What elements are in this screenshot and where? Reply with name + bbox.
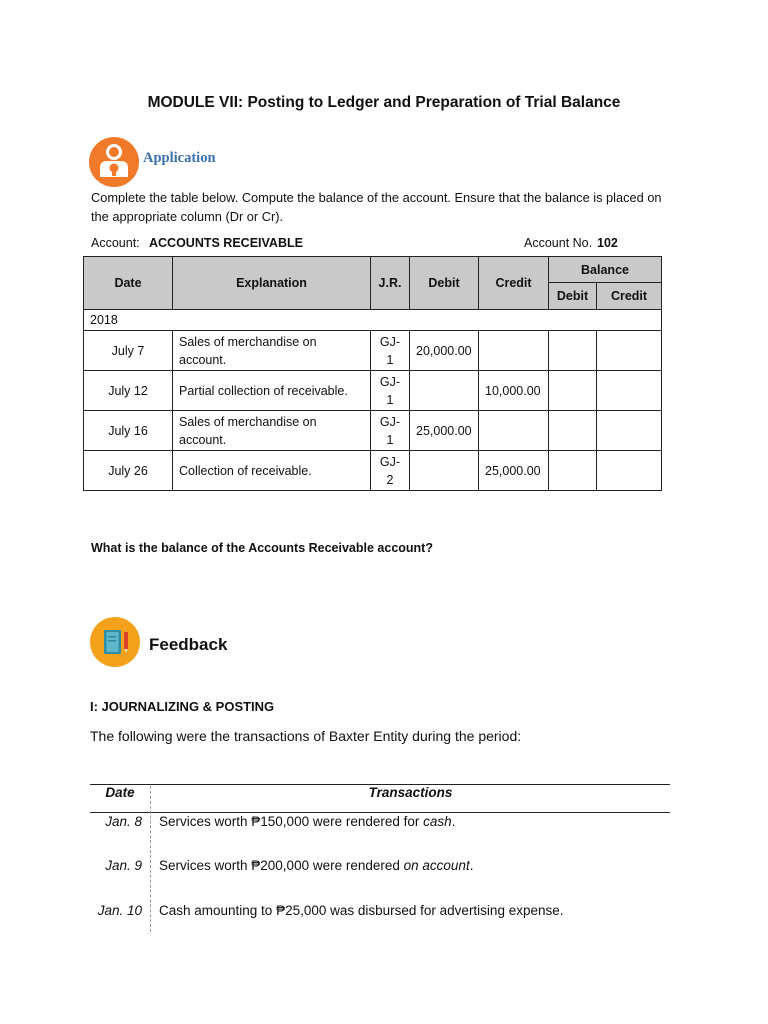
header-date: Date: [84, 257, 173, 310]
header-balance-credit: Credit: [597, 283, 662, 310]
transaction-text-emphasis: on account: [403, 858, 470, 873]
row-credit: [479, 411, 549, 451]
transaction-text: [159, 814, 455, 829]
table-header-rule: [90, 812, 670, 813]
account-label: Account:: [91, 236, 140, 250]
transaction-text-end: .: [469, 858, 474, 873]
transactions-header-transactions: Transactions: [368, 785, 453, 800]
row-date: July 16: [84, 411, 173, 451]
header-credit: Credit: [479, 257, 549, 310]
year-row: 2018: [84, 310, 662, 331]
header-explanation: Explanation: [173, 257, 371, 310]
question-text: What is the balance of the Accounts Receivable account?: [91, 541, 433, 555]
transaction-date: Jan. 9: [105, 858, 142, 873]
row-explanation: Sales of merchandise on account.: [173, 331, 371, 371]
transaction-text-emphasis: cash: [423, 814, 452, 829]
table-row: [84, 411, 662, 451]
row-date: July 26: [84, 451, 173, 491]
instructions: Complete the table below. Compute the balance of the account. Ensure that the balance is placed on the appropriate column (Dr or Cr).: [91, 190, 662, 224]
application-label: Application: [143, 150, 216, 166]
section-title: I: JOURNALIZING & POSTING: [90, 699, 275, 714]
page-title: MODULE VII: Posting to Ledger and Preparation of Trial Balance: [147, 94, 621, 111]
row-credit: 10,000.00: [479, 371, 549, 411]
transactions-header-date: Date: [105, 785, 135, 800]
header-balance: Balance: [549, 257, 662, 283]
row-balance-debit[interactable]: [549, 331, 597, 371]
row-date: July 12: [84, 371, 173, 411]
account-number-label: Account No.: [524, 236, 593, 250]
row-jr: GJ-1: [371, 331, 410, 371]
table-row: [84, 451, 662, 491]
row-jr: GJ-1: [371, 411, 410, 451]
header-debit: Debit: [410, 257, 479, 310]
row-jr: GJ-2: [371, 451, 410, 491]
transaction-text: [159, 858, 473, 873]
row-jr: GJ-1: [371, 371, 410, 411]
transaction-text-end: .: [451, 814, 456, 829]
table-row: [84, 331, 662, 371]
row-explanation: Collection of receivable.: [173, 451, 371, 491]
row-balance-credit[interactable]: [597, 411, 662, 451]
transaction-text-main: Services worth ₱200,000 were rendered: [159, 858, 404, 873]
transaction-text: [159, 903, 564, 918]
row-balance-credit[interactable]: [597, 451, 662, 491]
row-credit: [479, 331, 549, 371]
row-explanation: Partial collection of receivable.: [173, 371, 371, 411]
row-balance-credit[interactable]: [597, 331, 662, 371]
row-debit: 25,000.00: [410, 411, 479, 451]
ledger-table: [83, 256, 662, 491]
transaction-text-main: Cash amounting to ₱25,000 was disbursed for advertising expense.: [159, 903, 564, 918]
row-debit: [410, 371, 479, 411]
row-balance-debit[interactable]: [549, 451, 597, 491]
transaction-date: Jan. 8: [105, 814, 142, 829]
row-date: July 7: [84, 331, 173, 371]
row-debit: 20,000.00: [410, 331, 479, 371]
header-jr: J.R.: [371, 257, 410, 310]
row-balance-debit[interactable]: [549, 371, 597, 411]
row-debit: [410, 451, 479, 491]
notebook-pencil-icon: [90, 617, 140, 667]
person-bulb-icon: [89, 137, 139, 187]
transaction-date: Jan. 10: [97, 903, 142, 918]
row-explanation: Sales of merchandise on account.: [173, 411, 371, 451]
account-name: ACCOUNTS RECEIVABLE: [149, 236, 303, 250]
feedback-label: Feedback: [149, 635, 228, 654]
header-balance-debit: Debit: [549, 283, 597, 310]
account-number: 102: [597, 236, 618, 250]
column-divider: [150, 786, 151, 932]
row-balance-credit[interactable]: [597, 371, 662, 411]
transaction-text-main: Services worth ₱150,000 were rendered for: [159, 814, 424, 829]
row-credit: 25,000.00: [479, 451, 549, 491]
row-balance-debit[interactable]: [549, 411, 597, 451]
table-row: [84, 371, 662, 411]
intro-text: The following were the transactions of Baxter Entity during the period:: [90, 728, 522, 744]
